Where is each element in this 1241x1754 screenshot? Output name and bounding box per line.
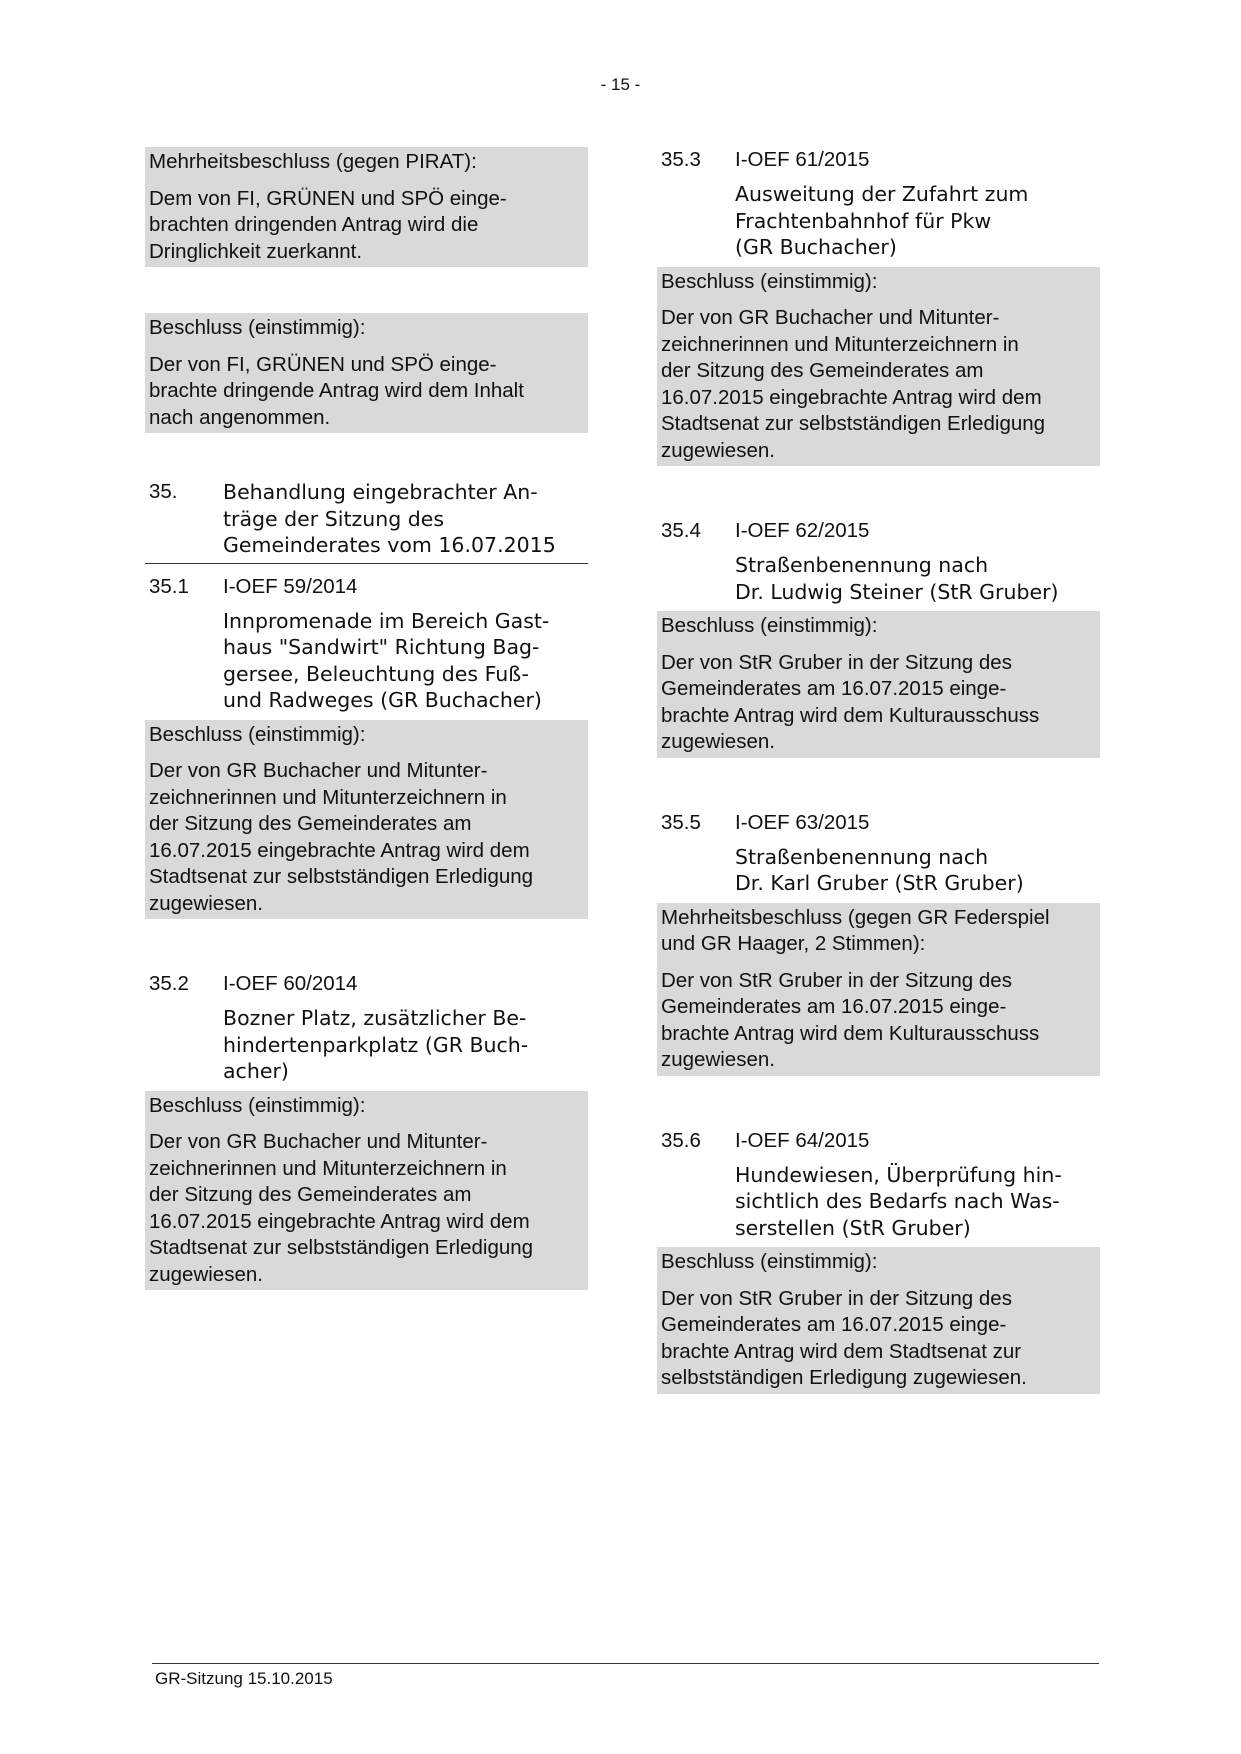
item-title: Innpromenade im Bereich Gast- haus "Sandwirt" Richtung Bag- gersee, Beleuchtung des Fuß- und Radweges (GR Buchacher) <box>223 608 550 712</box>
resolution-label: Beschluss (einstimmig): <box>149 722 366 746</box>
resolution-label: Mehrheitsbeschluss (gegen GR Federspiel und GR Haager, 2 Stimmen): <box>661 905 1050 955</box>
resolution-box <box>145 147 588 267</box>
resolution-text: Der von StR Gruber in der Sitzung des Gemeinderates am 16.07.2015 einge- brachte Antrag wird dem Kulturausschuss zugewiesen. <box>661 650 1040 753</box>
item-reference: I-OEF 62/2015 <box>735 519 870 542</box>
item-number-row <box>145 574 588 600</box>
resolution-text: Der von GR Buchacher und Mitunter- zeichnerinnen und Mitunterzeichnern in der Sitzung des Gemeinderates am 16.07.2015 eingebrachte Antrag wird dem Stadtsenat zur selbstständigen Erledigung zugewiesen. <box>149 1130 534 1286</box>
resolution-text: Der von StR Gruber in der Sitzung des Gemeinderates am 16.07.2015 einge- brachte Antrag wird dem Kulturausschuss zugewiesen. <box>661 968 1040 1071</box>
agenda-item-35-2 <box>145 971 588 1290</box>
resolution-label: Beschluss (einstimmig): <box>661 1250 878 1273</box>
item-number-row <box>657 810 1100 836</box>
resolution-box <box>145 720 588 920</box>
footer-text: GR-Sitzung 15.10.2015 <box>155 1669 333 1688</box>
item-number-row <box>145 971 588 997</box>
item-title: Hundewiesen, Überprüfung hin- sichtlich des Bedarfs nach Was- serstellen (StR Gruber) <box>735 1162 1062 1240</box>
item-title: Ausweitung der Zufahrt zum Frachtenbahnhof für Pkw (GR Buchacher) <box>735 182 1029 259</box>
resolution-box <box>657 1247 1100 1394</box>
resolution-text: Der von GR Buchacher und Mitunter- zeichnerinnen und Mitunterzeichnern in der Sitzung des Gemeinderates am 16.07.2015 eingebrachte Antrag wird dem Stadtsenat zur selbstständigen Erledigung zugewiesen. <box>661 306 1046 462</box>
item-reference: I-OEF 59/2014 <box>223 574 358 598</box>
right-column <box>657 147 1100 1394</box>
resolution-text: Dem von FI, GRÜNEN und SPÖ einge- brachten dringenden Antrag wird die Dringlichkeit zuerkannt. <box>149 186 507 263</box>
item-number: 35.3 <box>661 148 701 171</box>
resolution-text: Der von GR Buchacher und Mitunter- zeichnerinnen und Mitunterzeichnern in der Sitzung des Gemeinderates am 16.07.2015 eingebrachte Antrag wird dem Stadtsenat zur selbstständigen Erledigung zugewiesen. <box>149 759 534 915</box>
resolution-box <box>145 313 588 433</box>
agenda-item-35-6 <box>657 1128 1100 1394</box>
item-reference: I-OEF 61/2015 <box>735 148 870 171</box>
item-number-row <box>657 147 1100 173</box>
item-reference: I-OEF 63/2015 <box>735 810 870 834</box>
item-number: 35.6 <box>661 1128 701 1152</box>
resolution-block-content <box>145 313 588 433</box>
resolution-box <box>657 903 1100 1076</box>
item-number: 35.1 <box>149 574 189 598</box>
item-title: Straßenbenennung nach Dr. Ludwig Steiner (StR Gruber) <box>735 553 1059 604</box>
item-number: 35.2 <box>149 972 189 995</box>
resolution-label: Beschluss (einstimmig): <box>661 269 878 293</box>
footer-divider <box>152 1663 1099 1664</box>
left-column <box>145 147 588 1290</box>
resolution-text: Der von FI, GRÜNEN und SPÖ einge- brachte dringende Antrag wird dem Inhalt nach angenommen. <box>149 352 524 429</box>
item-number: 35.4 <box>661 519 701 542</box>
section-number: 35. <box>149 480 178 503</box>
resolution-label: Mehrheitsbeschluss (gegen PIRAT): <box>149 150 477 173</box>
item-reference: I-OEF 64/2015 <box>735 1128 870 1152</box>
item-title: Straßenbenennung nach Dr. Karl Gruber (StR Gruber) <box>735 844 1024 895</box>
item-number-row <box>657 1128 1100 1154</box>
resolution-block-urgency <box>145 147 588 267</box>
page-number: - 15 - <box>600 75 641 94</box>
item-title: Bozner Platz, zusätzlicher Be- hindertenparkplatz (GR Buch- acher) <box>223 1006 529 1083</box>
section-title: Behandlung eingebrachter An- träge der Sitzung des Gemeinderates vom 16.07.2015 <box>223 480 556 557</box>
agenda-item-35-1 <box>145 574 588 920</box>
resolution-box <box>657 267 1100 467</box>
item-number-row <box>657 518 1100 544</box>
resolution-box <box>657 611 1100 758</box>
agenda-item-35-3 <box>657 147 1100 466</box>
agenda-item-35-5 <box>657 810 1100 1076</box>
resolution-label: Beschluss (einstimmig): <box>661 614 878 637</box>
section-heading-35 <box>145 479 588 564</box>
resolution-box <box>145 1091 588 1291</box>
agenda-item-35-4 <box>657 518 1100 758</box>
item-reference: I-OEF 60/2014 <box>223 972 358 995</box>
resolution-text: Der von StR Gruber in der Sitzung des Gemeinderates am 16.07.2015 einge- brachte Antrag wird dem Stadtsenat zur selbstständigen Erledigung zugewiesen. <box>661 1286 1027 1389</box>
resolution-label: Beschluss (einstimmig): <box>149 1093 366 1117</box>
item-number: 35.5 <box>661 810 701 834</box>
resolution-label: Beschluss (einstimmig): <box>149 316 366 339</box>
